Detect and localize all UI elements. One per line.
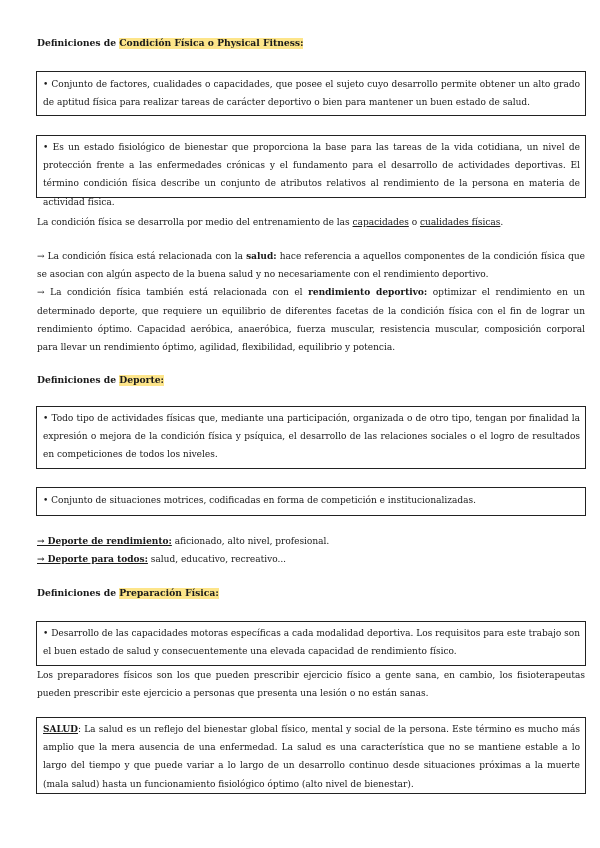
heading-preparacion-fisica: Definiciones de Preparación Física: — [37, 588, 219, 599]
relation-salud: → La condición física está relacionada con la salud: hace referencia a aquellos componentes de la condición física que se asocian con algún aspecto de la buena salud y no necesariamente con el rendimiento deportivo. — [37, 252, 585, 281]
cualidades-fisicas-link[interactable]: cualidades físicas — [419, 218, 501, 228]
preparadores-note: Los preparadores físicos son los que pueden prescribir ejercicio físico a gente sana, en cambio, los fisioterapeutas pueden prescribir este ejercicio a personas que presenta una lesión o no están sanas. — [37, 671, 585, 700]
list-item: → Deporte para todos: salud, educativo, recreativo... — [37, 555, 287, 566]
heading-highlight: Condición Física o Physical Fitness: — [119, 38, 304, 49]
heading-highlight: Preparación Física: — [119, 588, 219, 599]
capacidades-link[interactable]: capacidades — [352, 218, 409, 228]
development-paragraph: La condición física se desarrolla por medio del entrenamiento de las capacidades o cualidades físicas. — [37, 218, 504, 228]
definition-box: • Conjunto de situaciones motrices, codificadas en forma de competición e institucionalizadas. — [36, 487, 586, 516]
deporte-types-list — [37, 533, 585, 569]
salud-label: SALUD — [43, 725, 78, 735]
heading-deporte: Definiciones de Deporte: — [37, 375, 164, 386]
heading-condicion-fisica: Definiciones de Condición Física o Physical Fitness: — [37, 38, 304, 49]
definition-box: • Desarrollo de las capacidades motoras específicas a cada modalidad deportiva. Los requisitos para este trabajo son el buen estado de salud y consecuentemente una elevada capacidad de rendimiento físico. — [36, 621, 586, 666]
relations-paragraph — [37, 248, 585, 357]
salud-box: SALUD: La salud es un reflejo del bienestar global físico, mental y social de la persona. Este término es mucho más amplio que la mera ausencia de una enfermedad. La salud es una característica que no se mantiene estable a lo largo del tiempo y que puede variar a lo largo de un desarrollo continuo desde situaciones próximas a la muerte (mala salud) hasta un funcionamiento fisiológico óptimo (alto nivel de bienestar). — [36, 717, 586, 794]
definition-box: • Conjunto de factores, cualidades o capacidades, que posee el sujeto cuyo desarrollo permite obtener un alto grado de aptitud física para realizar tareas de carácter deportivo o bien para mantener un buen estado de salud. — [36, 71, 586, 116]
definition-box: • Todo tipo de actividades físicas que, mediante una participación, organizada o de otro tipo, tengan por finalidad la expresión o mejora de la condición física y psíquica, el desarrollo de las relaciones sociales o el logro de resultados en competiciones de todos los niveles. — [36, 406, 586, 469]
definition-box: • Es un estado fisiológico de bienestar que proporciona la base para las tareas de la vida cotidiana, un nivel de protección frente a las enfermedades crónicas y el fundamento para el desarrollo de actividades deportivas. El término condición física describe un conjunto de atributos relativos al rendimiento de la persona en materia de actividad física. — [36, 135, 586, 198]
list-item: → Deporte de rendimiento: aficionado, alto nivel, profesional. — [37, 537, 330, 547]
relation-rendimiento: → La condición física también está relacionada con el rendimiento deportivo: optimizar el rendimiento en un determinado deporte, que requiere un equilibrio de diferentes facetas de la condición física con el fin de lograr un rendimiento óptimo. Capacidad aeróbica, anaeróbica, fuerza muscular, resistencia muscular, composición corporal para llevar un rendimiento óptimo, agilidad, flexibilidad, equilibrio y potencia. — [37, 288, 586, 354]
heading-highlight: Deporte: — [119, 375, 164, 386]
